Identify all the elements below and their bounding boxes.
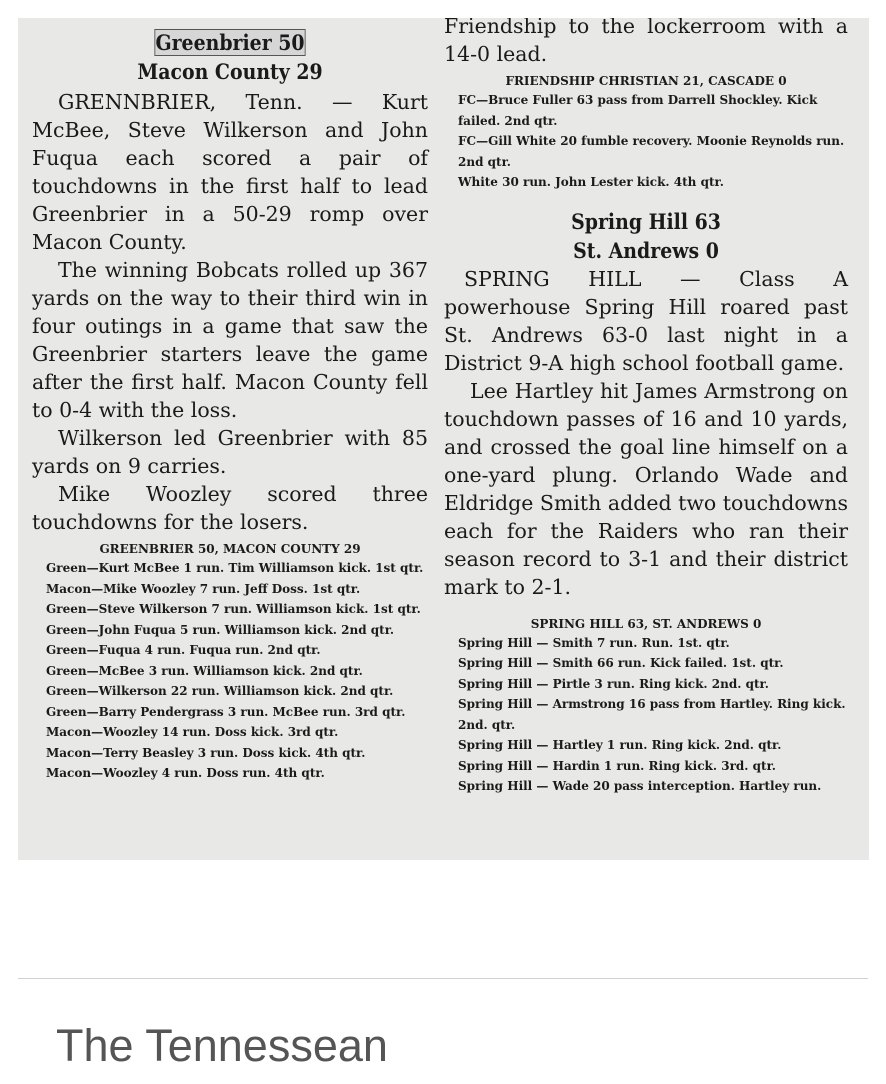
article-paragraph: Mike Woozley scored three touchdowns for the losers. xyxy=(32,482,428,534)
scoring-summary-heading: SPRING HILL 63, ST. ANDREWS 0 xyxy=(530,616,762,631)
scoring-line: Green—McBee 3 run. Williamson kick. 2nd qtr. xyxy=(46,663,363,678)
scoring-line: Spring Hill — Armstrong 16 pass from Hartley. Ring kick. 2nd. qtr. xyxy=(458,697,846,732)
article-paragraph: SPRING HILL — Class A powerhouse Spring Hill roared past St. Andrews 63-0 last night in a District 9-A high school football game. xyxy=(444,266,848,375)
scoring-summary xyxy=(444,633,848,797)
scoring-line: Spring Hill — Wade 20 pass interception. Hartley run. xyxy=(458,779,822,793)
scoring-line: Green—Wilkerson 22 run. Williamson kick. 2nd qtr. xyxy=(46,684,394,698)
headline-st-andrews: St. Andrews 0 xyxy=(573,237,719,263)
scoring-line: Spring Hill — Smith 66 run. Kick failed. 1st. qtr. xyxy=(458,656,784,670)
headline-greenbrier: Greenbrier 50 xyxy=(155,30,305,55)
scoring-line: Macon—Mike Woozley 7 run. Jeff Doss. 1st qtr. xyxy=(46,581,361,596)
article-paragraph: Friendship to the lockerroom with a 14-0 lead. xyxy=(444,18,848,66)
scoring-line: Spring Hill — Hardin 1 run. Ring kick. 3rd. qtr. xyxy=(458,758,776,773)
scoring-summary-heading: GREENBRIER 50, MACON COUNTY 29 xyxy=(99,542,361,556)
scoring-line: Green—Barry Pendergrass 3 run. McBee run. 3rd qtr. xyxy=(46,704,406,719)
scoring-line: White 30 run. John Lester kick. 4th qtr. xyxy=(458,175,724,189)
divider xyxy=(18,978,868,979)
article-paragraph: Lee Hartley hit James Armstrong on touchdown passes of 16 and 10 yards, and crossed the goal line himself on a one-yard plung. Orlando Wade and Eldridge Smith added two touchdowns each for the Raiders who ran their season record to 3-1 and their district mark to 2-1. xyxy=(444,378,848,599)
source-label: The Tennessean xyxy=(56,1020,388,1071)
headline-macon: Macon County 29 xyxy=(137,59,323,84)
scoring-line: Spring Hill — Smith 7 run. Run. 1st. qtr. xyxy=(458,635,730,650)
article-paragraph: The winning Bobcats rolled up 367 yards on the way to their third win in four outings in a game that saw the Greenbrier starters leave the game after the first half. Macon County fell to 0-4 with the loss. xyxy=(32,258,428,422)
scoring-line: Green—Kurt McBee 1 run. Tim Williamson kick. 1st qtr. xyxy=(46,561,424,575)
scoring-line: FC—Gill White 20 fumble recovery. Moonie Reynolds run. 2nd qtr. xyxy=(458,134,845,169)
left-column xyxy=(32,28,428,784)
scoring-line: Macon—Woozley 4 run. Doss run. 4th qtr. xyxy=(46,766,325,780)
scoring-line: Green—Steve Wilkerson 7 run. Williamson kick. 1st qtr. xyxy=(46,602,421,616)
newspaper-clipping xyxy=(18,18,869,860)
scoring-summary xyxy=(32,558,428,784)
article-paragraph: Wilkerson led Greenbrier with 85 yards on 9 carries. xyxy=(32,426,428,478)
scoring-line: FC—Bruce Fuller 63 pass from Darrell Shockley. Kick failed. 2nd qtr. xyxy=(458,93,818,128)
headline-spring-hill: Spring Hill 63 xyxy=(571,208,721,234)
scoring-line: Spring Hill — Hartley 1 run. Ring kick. 2nd. qtr. xyxy=(458,738,782,752)
scoring-line: Macon—Woozley 14 run. Doss kick. 3rd qtr. xyxy=(46,725,339,739)
scoring-line: Green—John Fuqua 5 run. Williamson kick. 2nd qtr. xyxy=(46,622,395,637)
scoring-line: Macon—Terry Beasley 3 run. Doss kick. 4th qtr. xyxy=(46,745,366,760)
scoring-line: Spring Hill — Pirtle 3 run. Ring kick. 2nd. qtr. xyxy=(458,676,769,691)
scoring-summary xyxy=(444,90,848,193)
scoring-summary-heading: FRIENDSHIP CHRISTIAN 21, CASCADE 0 xyxy=(505,74,787,88)
scoring-line: Green—Fuqua 4 run. Fuqua run. 2nd qtr. xyxy=(46,643,321,657)
article-paragraph: GRENNBRIER, Tenn. — Kurt McBee, Steve Wilkerson and John Fuqua each scored a pair of touchdowns in the first half to lead Greenbrier in a 50-29 romp over Macon County. xyxy=(32,90,428,254)
right-column xyxy=(444,18,848,797)
